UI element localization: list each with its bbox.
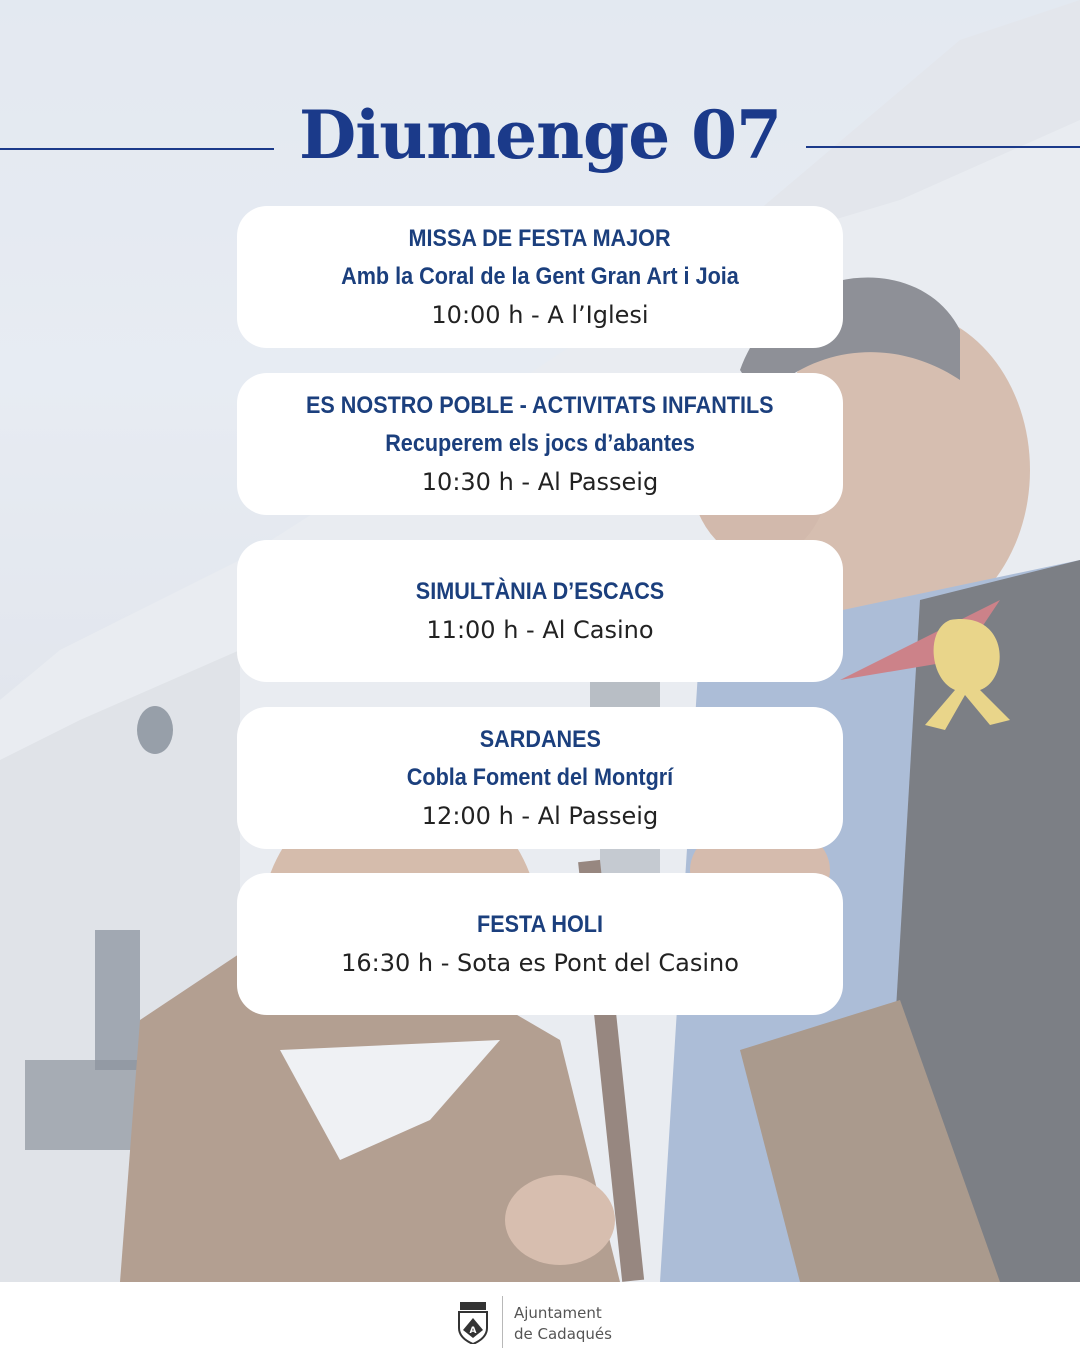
event-time-place: 10:00 h - A l’Iglesi [431,301,649,329]
event-name: FESTA HOLI [477,911,603,938]
event-subtitle: Amb la Coral de la Gent Gran Art i Joia [341,263,739,290]
event-card-sardanes [237,707,843,849]
event-name: ES NOSTRO POBLE - ACTIVITATS INFANTILS [306,392,774,419]
event-time-place: 11:00 h - Al Casino [426,616,654,644]
event-name: SIMULTÀNIA D’ESCACS [415,578,665,605]
event-time-place: 16:30 h - Sota es Pont del Casino [341,949,739,977]
org-name-line2: de Cadaqués [514,1325,612,1343]
event-name: SARDANES [479,726,601,753]
event-subtitle: Recuperem els jocs d’abantes [385,430,695,457]
event-card-escacs [237,540,843,682]
event-name: MISSA DE FESTA MAJOR [408,225,672,252]
event-card-activitats [237,373,843,515]
event-subtitle: Cobla Foment del Montgrí [406,764,674,791]
page-title: Diumenge 07 [298,96,782,174]
event-time-place: 10:30 h - Al Passeig [421,468,659,496]
event-card-holi [237,873,843,1015]
svg-text:A: A [469,1326,477,1336]
event-card-missa [237,206,843,348]
org-name [514,1303,612,1345]
org-name-line1: Ajuntament [514,1304,602,1322]
event-time-place: 12:00 h - Al Passeig [421,802,659,830]
footer-divider [502,1296,503,1348]
coat-of-arms-icon [456,1302,490,1344]
